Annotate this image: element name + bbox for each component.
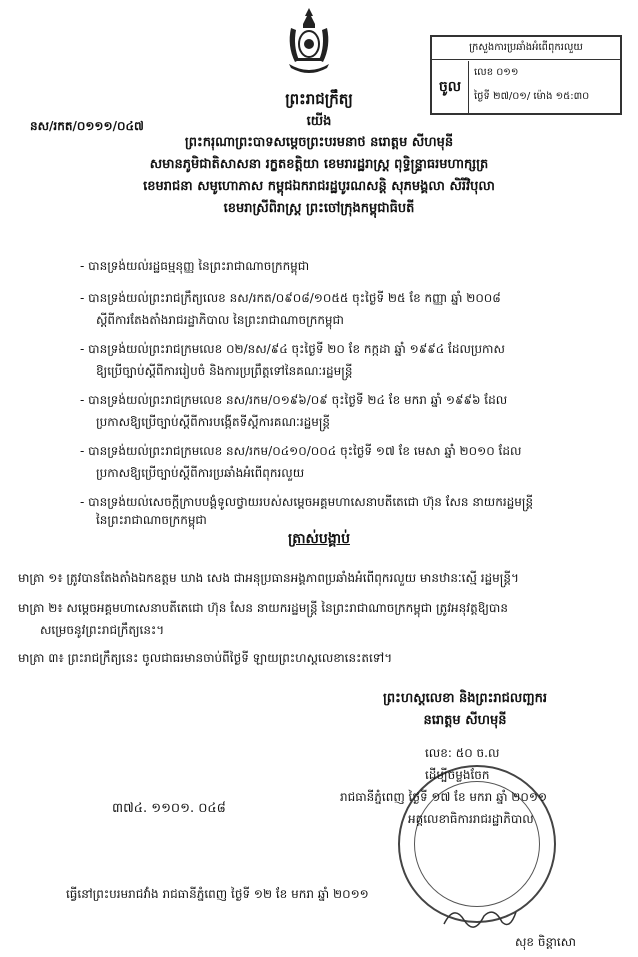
certification-copy: ដើម្បីចម្លងចែក bbox=[425, 768, 490, 782]
signature-name: នរោត្តម សីហមុនី bbox=[423, 713, 507, 728]
royal-title-line-2: សមានភូមិជាតិសាសនា រក្ខតខត្តិយា ខេមរារដ្ឋរាស្ត្រ ពុទ្ធិន្ទ្រាធរមហាក្សត្រ bbox=[149, 157, 489, 172]
decree-heading: ត្រាស់បង្គាប់ bbox=[288, 531, 350, 547]
certification-number: លេខ: ៥០ ច.ល bbox=[425, 746, 500, 760]
consideration-3: - បានទ្រង់យល់ព្រះរាជក្រមលេខ ០២/នស/៩៤ ចុះថ្ងៃទី ២០ ខែ កក្កដា ឆ្នាំ ១៩៩៤ ដែលប្រកាស bbox=[80, 342, 505, 356]
article-1: មាត្រា ១៖ ត្រូវបានតែងតាំងឯកឧត្តម ឃាង សេង ជាអនុប្រធានអង្គភាពប្រឆាំងអំពើពុករលួយ មានឋានៈស្មើ រដ្ឋមន្ត្រី។ bbox=[18, 571, 519, 585]
footer-place-date: ធ្វើនៅព្រះបរមរាជវាំង រាជធានីភ្នំពេញ ថ្ងៃទី ១២ ខែ មករា ឆ្នាំ ២០១១ bbox=[66, 887, 369, 901]
consideration-6-cont: នៃព្រះរាជាណាចក្រកម្ពុជា bbox=[96, 513, 207, 527]
royal-emblem-icon bbox=[283, 6, 335, 76]
consideration-5: - បានទ្រង់យល់ព្រះរាជក្រមលេខ នស/រកម/០៤១០/០០៤ ចុះថ្ងៃទី ១៧ ខែ មេសា ឆ្នាំ ២០១០ ដែល bbox=[80, 444, 522, 458]
consideration-3-cont: ឱ្យប្រើច្បាប់ស្តីពីការរៀបចំ និងការប្រព្រឹត្តទៅនៃគណៈរដ្ឋមន្ត្រី bbox=[96, 364, 353, 378]
consideration-2-cont: ស្តីពីការតែងតាំងរាជរដ្ឋាភិបាល នៃព្រះរាជាណាចក្រកម្ពុជា bbox=[96, 313, 344, 327]
outgoing-number: ៣៧៤. ១១០១. ០៤៨ bbox=[112, 801, 226, 816]
reference-number: នស/រកត/០១១១/០៤៧ bbox=[30, 119, 144, 133]
signature-title: ព្រះហស្តលេខា និងព្រះរាជលញ្ឆករ bbox=[383, 691, 547, 706]
receipt-stamp-heading: ក្រសួងការប្រឆាំងអំពើពុករលួយ bbox=[432, 37, 620, 60]
royal-title-line-1: ព្រះករុណាព្រះបាទសម្តេចព្រះបរមនាថ នរោត្តម សីហមុនី bbox=[184, 135, 454, 150]
certification-signer: សុខ ចិន្តាសោ bbox=[515, 935, 576, 949]
royal-title-line-3: ខេមរាជនា សមូហោភាស កម្ពុជឯករាជរដ្ឋបូរណសន្តិ សុភមង្គលា សិរីវិបុលា bbox=[143, 179, 495, 194]
handwritten-signature-icon bbox=[440, 900, 520, 934]
receipt-stamp-number: លេខ ០១១ bbox=[474, 67, 519, 78]
consideration-5-cont: ប្រកាសឱ្យប្រើច្បាប់ស្តីពីការប្រឆាំងអំពើពុករលួយ bbox=[96, 466, 305, 480]
consideration-1: - បានទ្រង់យល់រដ្ឋធម្មនុញ្ញ នៃព្រះរាជាណាចក្រកម្ពុជា bbox=[80, 259, 310, 273]
consideration-4-cont: ប្រកាសឱ្យប្រើច្បាប់ស្តីពីការបង្កើតទីស្តីការគណៈរដ្ឋមន្ត្រី bbox=[96, 415, 331, 429]
yeung-heading: យើង bbox=[306, 114, 332, 129]
article-2-cont: សម្រេចនូវព្រះរាជក្រឹត្យនេះ។ bbox=[40, 623, 165, 637]
receipt-stamp-date: ថ្ងៃទី ២៧/០១/ ម៉ោង ១៥:៣០ bbox=[474, 91, 590, 102]
consideration-6: - បានទ្រង់យល់សេចក្តីក្រាបបង្គំទូលថ្វាយរបស់សម្តេចអគ្គមហាសេនាបតីតេជោ ហ៊ុន សែន នាយករដ្ឋមន្ត្រី bbox=[80, 495, 534, 509]
consideration-2: - បានទ្រង់យល់ព្រះរាជក្រឹត្យលេខ នស/រកត/០៩០៨/១០៥៥ ចុះថ្ងៃទី ២៥ ខែ កញ្ញា ឆ្នាំ ២០០៨ bbox=[80, 291, 501, 305]
document-type-heading: ព្រះរាជក្រឹត្យ bbox=[285, 90, 353, 108]
certification-office: អគ្គលេខាធិការរាជរដ្ឋាភិបាល bbox=[408, 812, 534, 826]
article-2: មាត្រា ២៖ សម្តេចអគ្គមហាសេនាបតីតេជោ ហ៊ុន សែន នាយករដ្ឋមន្ត្រី នៃព្រះរាជាណាចក្រកម្ពុជា ត្រូវអនុវត្តឱ្យបាន bbox=[18, 601, 508, 615]
certification-date: រាជធានីភ្នំពេញ ថ្ងៃទី ១៧ ខែ មករា ឆ្នាំ ២០១១ bbox=[340, 790, 548, 804]
royal-title-line-4: ខេមរាស្រីពិរាស្ត្រ ព្រះចៅក្រុងកម្ពុជាធិបតី bbox=[223, 201, 415, 216]
receipt-stamp-label: ចូល bbox=[432, 61, 469, 113]
consideration-4: - បានទ្រង់យល់ព្រះរាជក្រមលេខ នស/រកម/០១៩៦/០៩ ចុះថ្ងៃទី ២៤ ខែ មករា ឆ្នាំ ១៩៩៦ ដែល bbox=[80, 393, 508, 407]
article-3: មាត្រា ៣៖ ព្រះរាជក្រឹត្យនេះ ចូលជាធរមានចាប់ពីថ្ងៃទី ឡាយព្រះហស្តលេខានេះតទៅ។ bbox=[18, 651, 393, 665]
